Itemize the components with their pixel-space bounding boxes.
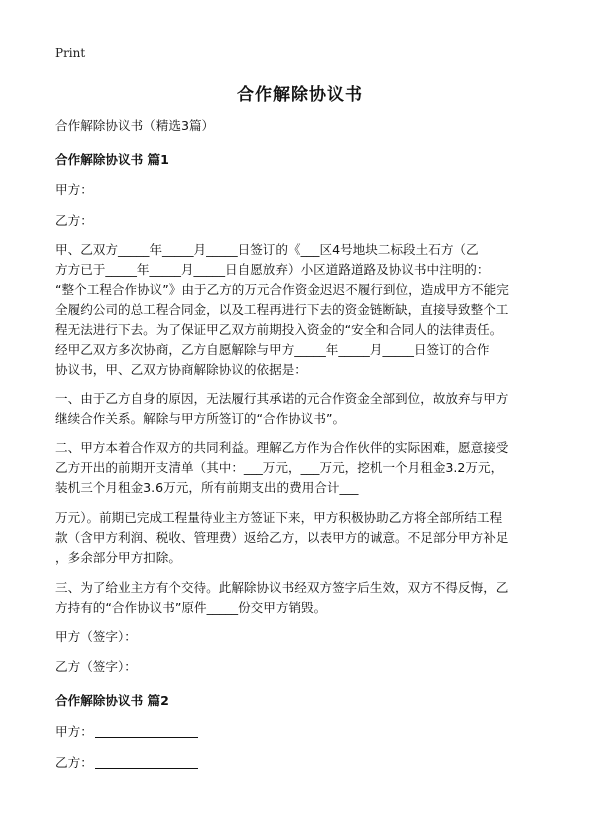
paragraph-line: 协议书，甲、乙双方协商解除协议的依据是： [55, 362, 307, 377]
article2-party-b: 乙方： [55, 755, 93, 770]
paragraph-line: 乙方开出的前期开支清单（其中：___万元，___万元，挖机一个月租金3.2万元， [55, 460, 504, 475]
document-subtitle: 合作解除协议书（精选3篇） [55, 118, 215, 133]
paragraph-line: ，多余部分甲方扣除。 [55, 550, 181, 565]
article1-heading: 合作解除协议书 篇1 [55, 152, 169, 167]
article1-party-b: 乙方： [55, 213, 93, 228]
article1-sign-b: 乙方（签字）： [55, 659, 137, 674]
paragraph-line: 方方已于_____年_____月_____日自愿放弃）小区道路道路及协议书中注明的： [55, 262, 490, 277]
paragraph-line: 二、甲方本着合作双方的共同利益。理解乙方作为合作伙伴的实际困难，愿意接受 [55, 440, 509, 455]
paragraph-line: 全履约公司的总工程合同金，以及工程再进行下去的资金链断缺，直接导致整个工 [55, 302, 509, 317]
article2-party-b-row [55, 753, 555, 773]
paragraph-line: 装机三个月租金3.6万元，所有前期支出的费用合计___ [55, 480, 359, 495]
paragraph-line: 方持有的“合作协议书”原件_____份交甲方销毁。 [55, 600, 327, 615]
paragraph-line: 经甲乙双方多次协商，乙方自愿解除与甲方_____年_____月_____日签订的合作 [55, 342, 490, 357]
article2-party-a-row [55, 722, 555, 742]
party-b-signature-line [95, 756, 198, 769]
party-a-signature-line [95, 725, 198, 738]
paragraph-line: 程无法进行下去。为了保证甲乙双方前期投入资金的“安全和合同人的法律责任。 [55, 322, 503, 337]
print-link[interactable]: Print [55, 46, 86, 60]
paragraph-line: 继续合作关系。解除与甲方所签订的“合作协议书”。 [55, 411, 346, 426]
article1-party-a: 甲方： [55, 182, 93, 197]
paragraph-line: “整个工程合作协议”》由于乙方的万元合作资金迟迟不履行到位，造成甲方不能完 [55, 282, 509, 297]
paragraph-line: 款（含甲方利润、税收、管理费）返给乙方，以表甲方的诚意。不足部分甲方补足 [55, 530, 509, 545]
paragraph-line: 三、为了给业主方有个交待。此解除协议书经双方签字后生效，双方不得反悔，乙 [55, 580, 509, 595]
document-title: 合作解除协议书 [237, 85, 363, 105]
article2-heading: 合作解除协议书 篇2 [55, 693, 169, 708]
article2-party-a: 甲方： [55, 724, 93, 739]
paragraph-line: 万元）。前期已完成工程量待业主方签证下来，甲方积极协助乙方将全部所结工程 [55, 510, 503, 525]
paragraph-line: 一、由于乙方自身的原因，无法履行其承诺的元合作资金全部到位，故放弃与甲方 [55, 391, 509, 406]
article1-sign-a: 甲方（签字）： [55, 629, 137, 644]
paragraph-line: 甲、乙双方_____年_____月_____日签订的《___区4号地块二标段土石方（乙 [55, 242, 479, 257]
